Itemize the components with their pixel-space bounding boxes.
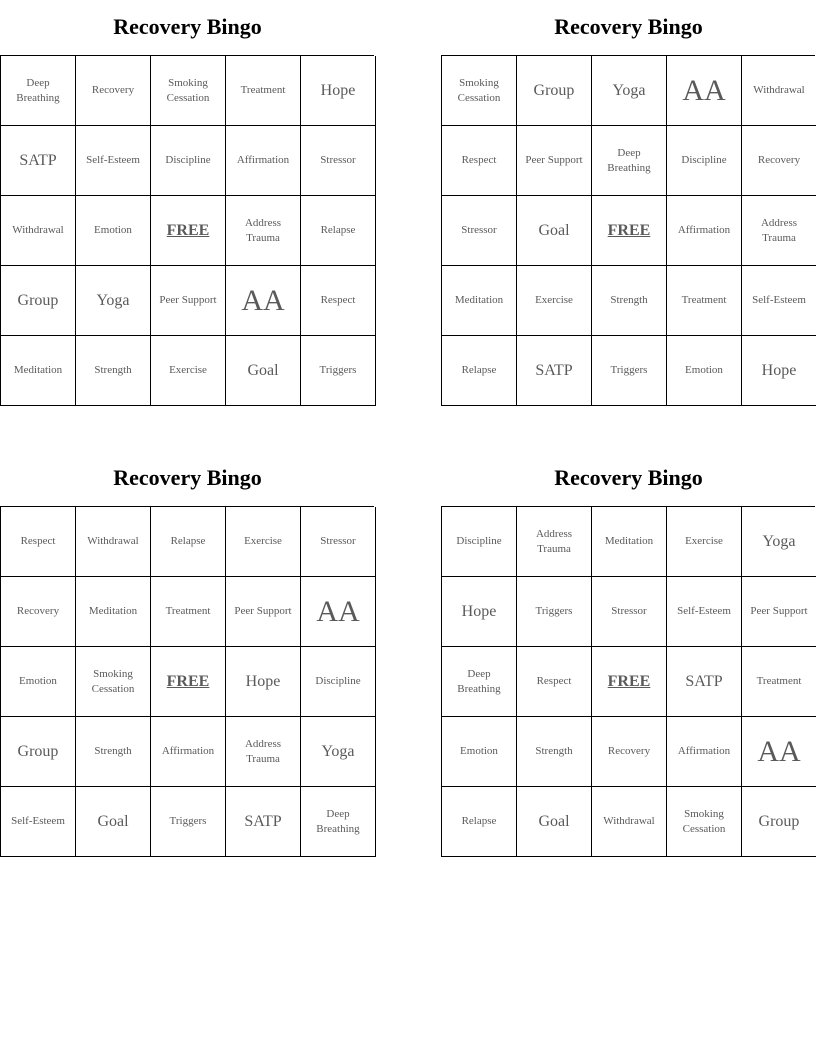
bingo-cell: Goal (517, 196, 592, 266)
bingo-card-3 (0, 451, 375, 857)
bingo-cell: Affirmation (667, 717, 742, 787)
bingo-cell: AA (742, 717, 816, 787)
bingo-cell: Recovery (742, 126, 816, 196)
bingo-cell: Stressor (592, 577, 667, 647)
bingo-cell: Deep Breathing (442, 647, 517, 717)
bingo-cell: Affirmation (226, 126, 301, 196)
card-title: Recovery Bingo (554, 14, 703, 39)
bingo-grid (441, 55, 815, 406)
bingo-cell: Smoking Cessation (442, 56, 517, 126)
bingo-cell: Deep Breathing (301, 787, 376, 857)
free-space: FREE (151, 647, 226, 717)
bingo-grid (0, 506, 374, 857)
bingo-cell: Withdrawal (1, 196, 76, 266)
bingo-cell: Respect (301, 266, 376, 336)
bingo-cell: Goal (76, 787, 151, 857)
bingo-cell: Goal (226, 336, 301, 406)
bingo-cell: AA (301, 577, 376, 647)
bingo-cell: Respect (517, 647, 592, 717)
bingo-cell: Triggers (592, 336, 667, 406)
bingo-cell: Strength (76, 717, 151, 787)
bingo-cell: Meditation (442, 266, 517, 336)
bingo-cell: Strength (592, 266, 667, 336)
bingo-cell: Group (517, 56, 592, 126)
free-space: FREE (592, 647, 667, 717)
bingo-cell: Discipline (151, 126, 226, 196)
bingo-cell: Address Trauma (226, 196, 301, 266)
bingo-cell: Discipline (667, 126, 742, 196)
bingo-cell: AA (226, 266, 301, 336)
bingo-cell: Peer Support (742, 577, 816, 647)
free-space: FREE (151, 196, 226, 266)
bingo-cell: SATP (667, 647, 742, 717)
bingo-cell: AA (667, 56, 742, 126)
bingo-cell: Self-Esteem (76, 126, 151, 196)
bingo-grid (0, 55, 374, 406)
card-title: Recovery Bingo (554, 465, 703, 490)
bingo-cell: Group (1, 717, 76, 787)
bingo-cell: Group (742, 787, 816, 857)
bingo-cell: Relapse (301, 196, 376, 266)
bingo-cell: Respect (442, 126, 517, 196)
bingo-cell: Respect (1, 507, 76, 577)
bingo-cell: SATP (1, 126, 76, 196)
bingo-cell: Affirmation (151, 717, 226, 787)
bingo-cell: Smoking Cessation (667, 787, 742, 857)
bingo-cell: Withdrawal (592, 787, 667, 857)
bingo-cell: Recovery (592, 717, 667, 787)
bingo-card-4 (441, 451, 816, 857)
bingo-cell: Treatment (742, 647, 816, 717)
bingo-cell: Strength (76, 336, 151, 406)
bingo-cell: Exercise (667, 507, 742, 577)
bingo-cell: Meditation (76, 577, 151, 647)
bingo-cell: Address Trauma (517, 507, 592, 577)
bingo-cell: Relapse (151, 507, 226, 577)
bingo-cell: Hope (301, 56, 376, 126)
bingo-cell: Triggers (517, 577, 592, 647)
bingo-cell: Hope (742, 336, 816, 406)
bingo-cell: Exercise (517, 266, 592, 336)
bingo-cell: Meditation (592, 507, 667, 577)
bingo-cell: Smoking Cessation (151, 56, 226, 126)
bingo-card-2 (441, 0, 816, 406)
bingo-cell: Triggers (151, 787, 226, 857)
bingo-cell: Recovery (1, 577, 76, 647)
bingo-cell: Deep Breathing (592, 126, 667, 196)
bingo-cell: Recovery (76, 56, 151, 126)
bingo-cell: Discipline (442, 507, 517, 577)
bingo-cell: Yoga (742, 507, 816, 577)
bingo-cell: Meditation (1, 336, 76, 406)
bingo-cell: SATP (517, 336, 592, 406)
bingo-cell: Exercise (226, 507, 301, 577)
bingo-cell: Discipline (301, 647, 376, 717)
free-space: FREE (592, 196, 667, 266)
card-title: Recovery Bingo (113, 465, 262, 490)
bingo-cell: Affirmation (667, 196, 742, 266)
bingo-cell: Withdrawal (76, 507, 151, 577)
bingo-cell: Treatment (151, 577, 226, 647)
bingo-cell: Withdrawal (742, 56, 816, 126)
bingo-cell: Emotion (442, 717, 517, 787)
bingo-cell: Hope (226, 647, 301, 717)
bingo-grid (441, 506, 815, 857)
bingo-cell: Peer Support (517, 126, 592, 196)
bingo-cell: Yoga (592, 56, 667, 126)
bingo-cell: Emotion (1, 647, 76, 717)
bingo-cell: Yoga (301, 717, 376, 787)
bingo-cell: Address Trauma (226, 717, 301, 787)
bingo-card-1 (0, 0, 375, 406)
bingo-cell: Strength (517, 717, 592, 787)
bingo-cell: Treatment (667, 266, 742, 336)
bingo-cell: Triggers (301, 336, 376, 406)
bingo-cell: Goal (517, 787, 592, 857)
bingo-cell: Deep Breathing (1, 56, 76, 126)
bingo-cell: Stressor (442, 196, 517, 266)
bingo-cell: Hope (442, 577, 517, 647)
bingo-cell: Self-Esteem (1, 787, 76, 857)
bingo-cell: Peer Support (151, 266, 226, 336)
bingo-cell: Self-Esteem (667, 577, 742, 647)
card-title: Recovery Bingo (113, 14, 262, 39)
bingo-cell: Self-Esteem (742, 266, 816, 336)
bingo-cell: Treatment (226, 56, 301, 126)
bingo-cell: Peer Support (226, 577, 301, 647)
bingo-cell: Stressor (301, 507, 376, 577)
bingo-cell: Address Trauma (742, 196, 816, 266)
bingo-cell: Exercise (151, 336, 226, 406)
bingo-cell: Relapse (442, 336, 517, 406)
bingo-cell: Yoga (76, 266, 151, 336)
bingo-cell: Smoking Cessation (76, 647, 151, 717)
bingo-cell: Relapse (442, 787, 517, 857)
bingo-cell: SATP (226, 787, 301, 857)
bingo-cell: Emotion (667, 336, 742, 406)
bingo-cell: Emotion (76, 196, 151, 266)
bingo-cell: Stressor (301, 126, 376, 196)
bingo-cell: Group (1, 266, 76, 336)
